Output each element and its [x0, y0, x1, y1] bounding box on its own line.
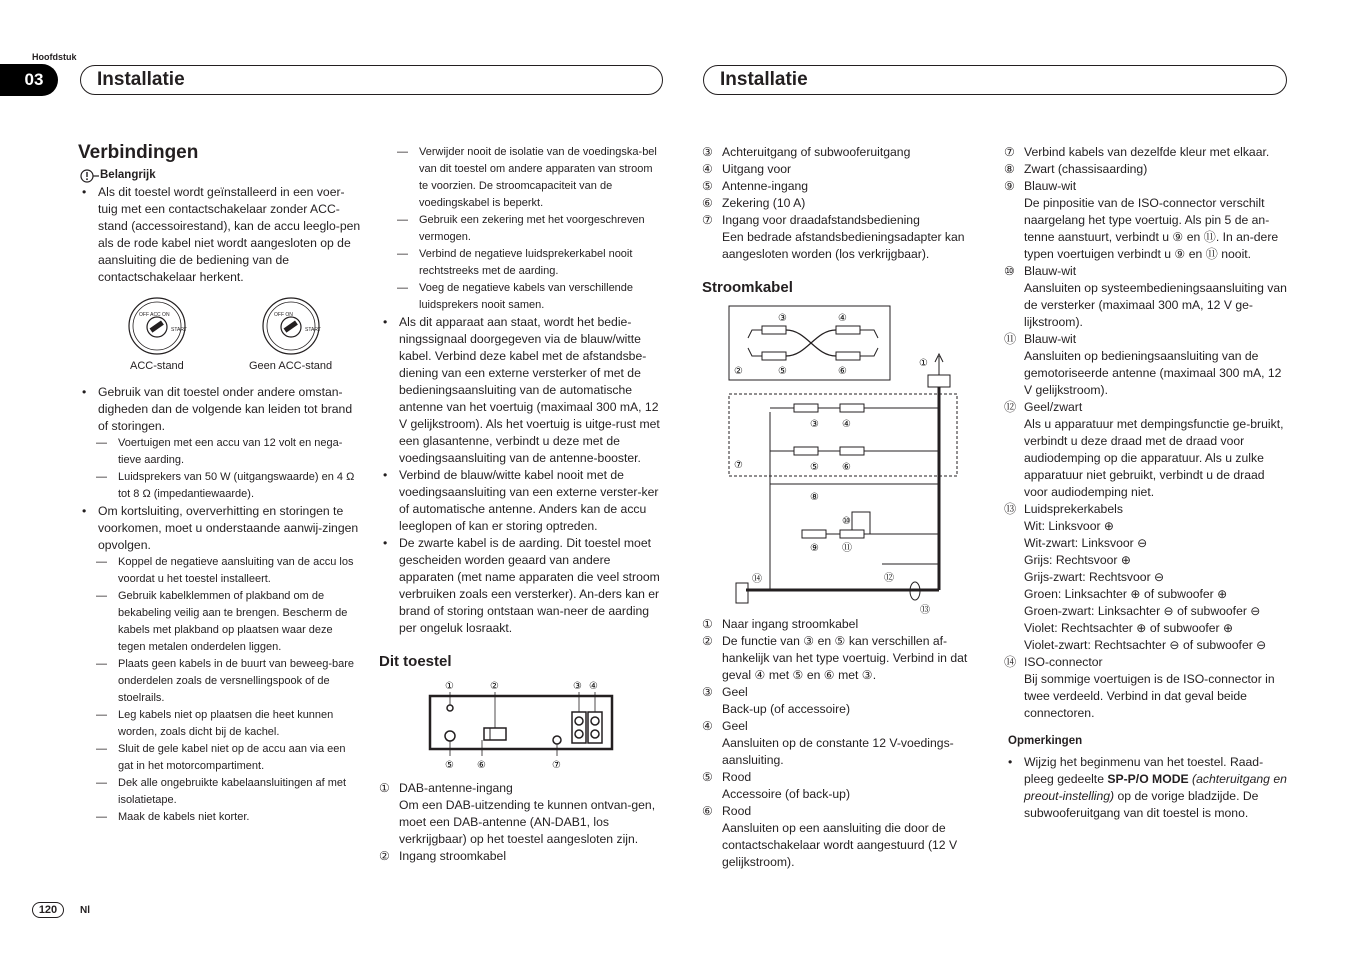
- list-item: • Als dit toestel wordt geïnstalleerd in een voer-tuig met een contactschakelaar zonder ACC-stand (accessoirestand), kan de accu leeglo-pen als de rode kabel niet wordt aangesloten op de aansluiting die de bediening van de contactschakelaar herkent.: [78, 184, 362, 286]
- callout: ②: [490, 681, 499, 692]
- list-item: • Als dit apparaat aan staat, wordt het bedie-ningssignaal doorgegeven via de blauw/witte kabel. Verbind deze kabel met de afstandsbe-diening van een externe versterker of met de bedieningsaansluiting van de automatische antenne van het voertuig (maximaal 300 mA, 12 V gelijkstroom). Als het voertuig is uitge-rust met een glasantenne, verbindt u deze met de voedingsaansluiting van de antenne-booster.: [379, 314, 663, 467]
- ignition-acc-icon: [126, 296, 188, 356]
- callout: ⑧: [810, 492, 819, 503]
- callout: ⑭: [752, 574, 762, 585]
- callout: ②: [734, 366, 743, 377]
- caption-acc: ACC-stand: [130, 360, 184, 372]
- notes-heading: Opmerkingen: [1008, 735, 1083, 747]
- section-heading: Verbindingen: [78, 142, 199, 163]
- unit-rear-diagram: [379, 676, 663, 774]
- callout: ④: [842, 419, 851, 430]
- callout: ④: [838, 313, 847, 324]
- chapter-number: 03: [0, 64, 58, 96]
- list-item: ⑬ Luidsprekerkabels: [1004, 502, 1123, 516]
- list-subitem: — Sluit de gele kabel niet op de accu aan via een gat in het motorcompartiment.: [78, 741, 362, 775]
- svg-text:START: START: [171, 327, 187, 333]
- important-label: Belangrijk: [100, 169, 156, 181]
- list-item: ⑨ Blauw-wit: [1004, 179, 1077, 193]
- list-subitem: — Koppel de negatieve aansluiting van de accu los voordat u het toestel installeert.: [78, 554, 362, 588]
- callout: ③: [778, 313, 787, 324]
- page-number: 120: [32, 902, 64, 918]
- item-description: Aansluiten op systeembedieningsaansluiting van de versterker (maximaal 300 mA, 12 V ge-lijkstroom).: [1024, 281, 1287, 329]
- list-subitem: — Verbind de negatieve luidsprekerkabel nooit rechtstreeks met de aarding.: [379, 246, 663, 280]
- list-item: ③ Achteruitgang of subwooferuitgang: [702, 145, 911, 159]
- item-description: Als u apparatuur met dempingsfunctie ge-bruikt, verbindt u deze draad met de draad voor audiodemping op die apparatuur. Als u zulke apparatuur niet gebruikt, verbindt u de draad voor audiodemping niet.: [1024, 417, 1284, 499]
- speaker-line: Wit: Linksvoor ⊕: [1024, 519, 1115, 533]
- column-2: [379, 144, 663, 865]
- svg-text:START: START: [305, 327, 321, 333]
- list-item: ⑥ Zekering (10 A): [702, 196, 806, 210]
- caption-noacc: Geen ACC-stand: [249, 360, 333, 372]
- list-item: ⑭ ISO-connector: [1004, 655, 1103, 669]
- list-item: • Verbind de blauw/witte kabel nooit met de voedingsaansluiting van een externe verster-ker of automatische antenne. Anders kan de accu leeglopen of kan er storing optreden.: [379, 467, 663, 535]
- item-description: Een bedrade afstandsbedieningsadapter kan aangesloten worden (los verkrijgbaar).: [722, 230, 965, 261]
- list-item: ⑤ Rood: [702, 770, 752, 784]
- callout: ⑥: [842, 462, 851, 473]
- list-item: ① Naar ingang stroomkabel: [702, 617, 859, 631]
- callout: ⑥: [838, 366, 847, 377]
- list-subitem: — Maak de kabels niet korter.: [78, 809, 362, 826]
- important-icon: [78, 169, 100, 183]
- callout: ①: [445, 681, 454, 692]
- list-item: ① DAB-antenne-ingang: [379, 781, 513, 795]
- column-3: [702, 144, 986, 871]
- column-1: [78, 144, 362, 826]
- list-item: • Om kortsluiting, oververhitting en storingen te voorkomen, moet u onderstaande aanwij-zingen opvolgen.: [78, 503, 362, 554]
- list-item: ⑧ Zwart (chassisaarding): [1004, 162, 1148, 176]
- list-item: ⑩ Blauw-wit: [1004, 264, 1077, 278]
- subsection-heading: Dit toestel: [379, 653, 452, 670]
- list-item: ④ Geel: [702, 719, 748, 733]
- callout: ⑬: [920, 605, 930, 616]
- note-item: • Wijzig het beginmenu van het toestel. Raad-pleeg gedeelte SP-P/O MODE (achteruitgang en preout-instelling) op de vorige bladzijde. De subwooferuitgang van dit toestel is mono.: [1004, 754, 1290, 822]
- callout: ⑤: [810, 462, 819, 473]
- list-item: ⑥ Rood: [702, 804, 752, 818]
- chapter-label: Hoofdstuk: [32, 52, 77, 62]
- callout: ④: [589, 681, 598, 692]
- list-item: ⑤ Antenne-ingang: [702, 179, 809, 193]
- list-subitem: — Leg kabels niet op plaatsen die heet kunnen worden, zoals dicht bij de kachel.: [78, 707, 362, 741]
- speaker-line: Groen: Linksachter ⊕ of subwoofer ⊕: [1024, 587, 1228, 601]
- speaker-line: Wit-zwart: Linksvoor ⊖: [1024, 536, 1148, 550]
- list-subitem: — Dek alle ongebruikte kabelaansluitingen af met isolatietape.: [78, 775, 362, 809]
- speaker-line: Groen-zwart: Linksachter ⊖ of subwoofer ⊖: [1024, 604, 1261, 618]
- item-description: Bij sommige voertuigen is de ISO-connector in twee verdeeld. Verbind in dat geval beide connectoren.: [1024, 672, 1275, 720]
- list-subitem: — Voeg de negatieve kabels van verschillende luidsprekers nooit samen.: [379, 280, 663, 314]
- item-description: De pinpositie van de ISO-connector verschilt naargelang het type voertuig. Als pin 5 de an-tenne aanstuurt, verbindt u ⑨ en ⑪. In an-dere typen voertuigen verbindt u ⑨ en ⑪ nooit.: [1024, 196, 1279, 261]
- callout: ⑥: [477, 760, 486, 771]
- callout: ③: [573, 681, 582, 692]
- ignition-noacc-icon: [260, 296, 322, 356]
- svg-text:OFF ACC ON: OFF ACC ON: [139, 312, 170, 318]
- callout: ③: [810, 419, 819, 430]
- callout: ⑫: [884, 573, 894, 584]
- item-description: Aansluiten op een aansluiting die door de contactschakelaar wordt aangestuurd (12 V gelijkstroom).: [722, 821, 958, 869]
- page-title-left: Installatie: [80, 65, 663, 95]
- list-item: ④ Uitgang voor: [702, 162, 792, 176]
- list-subitem: — Gebruik een zekering met het voorgeschreven vermogen.: [379, 212, 663, 246]
- speaker-line: Grijs: Rechtsvoor ⊕: [1024, 553, 1132, 567]
- item-description: Accessoire (of back-up): [722, 787, 851, 801]
- list-subitem: — Gebruik kabelklemmen of plakband om de bekabeling veilig aan te brengen. Bescherm de kabels met plakband op plaatsen waar deze tegen metalen onderdelen liggen.: [78, 588, 362, 656]
- list-item: ② De functie van ③ en ⑤ kan verschillen af-hankelijk van het type voertuig. Verbind in dat geval ④ met ⑤ en ⑥ met ③.: [702, 634, 968, 682]
- list-subitem: — Voertuigen met een accu van 12 volt en nega-tieve aarding.: [78, 435, 362, 469]
- list-item: ⑪ Blauw-wit: [1004, 332, 1077, 346]
- callout: ①: [919, 358, 928, 369]
- callout: ⑩: [842, 516, 851, 527]
- list-item: ⑦ Verbind kabels van dezelfde kleur met elkaar.: [1004, 145, 1270, 159]
- item-description: Om een DAB-uitzending te kunnen ontvan-gen, moet een DAB-antenne (AN-DAB1, los verkrijgbaar) op het toestel aangesloten zijn.: [399, 798, 656, 846]
- item-description: Back-up (of accessoire): [722, 702, 851, 716]
- list-subitem: — Plaats geen kabels in de buurt van beweeg-bare onderdelen zoals de versnellingspook of de stoelrails.: [78, 656, 362, 707]
- speaker-line: Violet: Rechtsachter ⊕ of subwoofer ⊕: [1024, 621, 1234, 635]
- list-item: ② Ingang stroomkabel: [379, 849, 507, 863]
- callout: ⑤: [445, 760, 454, 771]
- callout: ⑤: [778, 366, 787, 377]
- language-code: Nl: [80, 905, 90, 916]
- callout: ⑨: [810, 543, 819, 554]
- column-4: [1004, 144, 1290, 822]
- speaker-line: Violet-zwart: Rechtsachter ⊖ of subwoofer ⊖: [1024, 638, 1267, 652]
- callout: ⑪: [842, 543, 852, 554]
- item-description: Aansluiten op bedieningsaansluiting van de gemotoriseerde antenne (maximaal 300 mA, 12 V gelijkstroom).: [1024, 349, 1282, 397]
- ignition-figure: [78, 286, 362, 378]
- speaker-line: Grijs-zwart: Rechtsvoor ⊖: [1024, 570, 1165, 584]
- list-item: ③ Geel: [702, 685, 748, 699]
- callout: ⑦: [734, 460, 743, 471]
- list-subitem: — Luidsprekers van 50 W (uitgangswaarde) en 4 Ω tot 8 Ω (impedantiewaarde).: [78, 469, 362, 503]
- subsection-heading: Stroomkabel: [702, 279, 793, 296]
- list-item: ⑫ Geel/zwart: [1004, 400, 1083, 414]
- item-description: Aansluiten op de constante 12 V-voedings-aansluiting.: [722, 736, 954, 767]
- list-item: ⑦ Ingang voor draadafstandsbediening: [702, 213, 920, 227]
- list-subitem: — Verwijder nooit de isolatie van de voedingska-bel van dit toestel om andere apparaten van stroom te voorzien. De stroomcapaciteit van de voedingskabel is beperkt.: [379, 144, 663, 212]
- list-item: • De zwarte kabel is de aarding. Dit toestel moet gescheiden worden geaard van andere apparaten (met name apparaten die veel stroom verbruiken zoals een versterker). An-ders kan er brand of storing ontstaan wan-neer de aarding per ongeluk losraakt.: [379, 535, 663, 637]
- list-item: • Gebruik van dit toestel onder andere omstan-digheden dan de volgende kan leiden tot brand of storingen.: [78, 384, 362, 435]
- svg-text:OFF ON: OFF ON: [274, 312, 293, 318]
- page-title-right: Installatie: [703, 65, 1287, 95]
- callout: ⑦: [552, 760, 561, 771]
- power-cable-diagram: [702, 302, 986, 620]
